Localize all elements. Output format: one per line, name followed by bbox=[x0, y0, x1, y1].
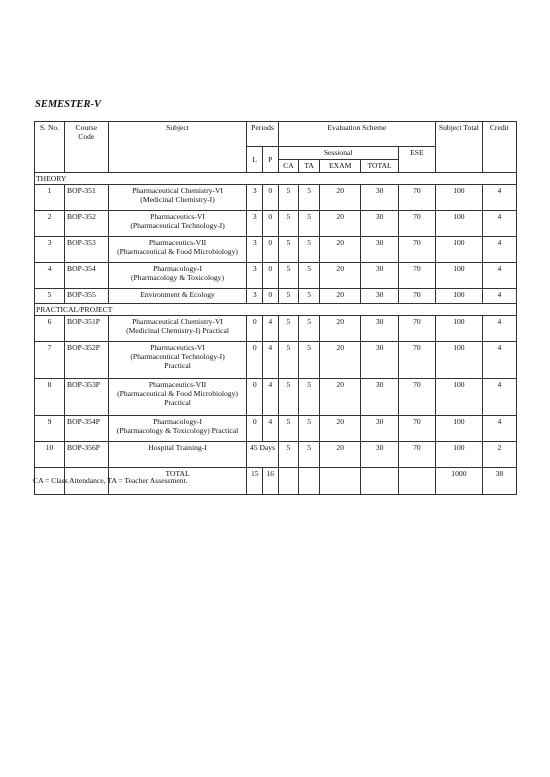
ese-cell: 70 bbox=[398, 342, 435, 379]
header-row-1 bbox=[35, 122, 517, 147]
table-row bbox=[35, 263, 517, 289]
subject-line: Pharmaceutics-VII bbox=[148, 380, 207, 390]
subject-total-cell: 100 bbox=[436, 379, 483, 416]
empty-cell bbox=[299, 468, 320, 495]
sno-cell: 5 bbox=[35, 289, 65, 304]
subject-line: (Pharmacology & Toxicology) bbox=[131, 273, 224, 283]
subject-line: Pharmaceutical Chemistry-VI bbox=[132, 317, 223, 327]
sno-cell: 10 bbox=[35, 442, 65, 468]
sno-cell: 6 bbox=[35, 316, 65, 342]
ca-cell: 5 bbox=[278, 289, 299, 304]
header-total: TOTAL bbox=[361, 160, 398, 173]
header-exam: EXAM bbox=[320, 160, 361, 173]
table-row bbox=[35, 379, 517, 416]
ca-cell: 5 bbox=[278, 416, 299, 442]
ca-cell: 5 bbox=[278, 442, 299, 468]
ta-cell: 5 bbox=[299, 185, 320, 211]
subject-line: Pharmacology-I bbox=[153, 264, 202, 274]
credit-cell: 4 bbox=[482, 316, 516, 342]
credit-cell: 4 bbox=[482, 416, 516, 442]
total-cell: 30 bbox=[361, 289, 398, 304]
subject-line: (Pharmaceutical Technology-I) bbox=[130, 352, 225, 362]
ta-cell: 5 bbox=[299, 289, 320, 304]
sno-cell: 7 bbox=[35, 342, 65, 379]
header-l: L bbox=[247, 147, 263, 173]
ta-cell: 5 bbox=[299, 416, 320, 442]
header-ca: CA bbox=[278, 160, 299, 173]
header-subject: Subject bbox=[108, 122, 247, 173]
total-subject-total-cell: 1000 bbox=[436, 468, 483, 495]
total-cell: 30 bbox=[361, 237, 398, 263]
p-cell: 0 bbox=[263, 289, 279, 304]
exam-cell: 20 bbox=[320, 289, 361, 304]
ese-cell: 70 bbox=[398, 289, 435, 304]
course-code-cell: BOP-351 bbox=[65, 185, 109, 211]
ca-cell: 5 bbox=[278, 379, 299, 416]
l-cell: 0 bbox=[247, 379, 263, 416]
semester-schedule-table bbox=[34, 121, 517, 495]
subject-cell bbox=[108, 263, 247, 289]
total-cell: 30 bbox=[361, 442, 398, 468]
p-cell: 0 bbox=[263, 237, 279, 263]
section-theory-row bbox=[35, 173, 517, 185]
total-l-cell: 15 bbox=[247, 468, 263, 495]
sno-cell: 8 bbox=[35, 379, 65, 416]
section-practical-row bbox=[35, 304, 517, 316]
subject-line: (Medicinal Chemistry-I) bbox=[140, 195, 215, 205]
p-cell: 4 bbox=[263, 379, 279, 416]
course-code-cell: BOP-356P bbox=[65, 442, 109, 468]
ta-cell: 5 bbox=[299, 442, 320, 468]
ese-cell: 70 bbox=[398, 379, 435, 416]
table-row bbox=[35, 289, 517, 304]
course-code-cell: BOP-353P bbox=[65, 379, 109, 416]
exam-cell: 20 bbox=[320, 379, 361, 416]
subject-cell bbox=[108, 342, 247, 379]
l-cell: 0 bbox=[247, 316, 263, 342]
sno-cell: 9 bbox=[35, 416, 65, 442]
subject-cell bbox=[108, 416, 247, 442]
sno-cell: 1 bbox=[35, 185, 65, 211]
subject-cell: Hospital Training-I bbox=[108, 442, 247, 468]
ca-cell: 5 bbox=[278, 316, 299, 342]
ese-cell: 70 bbox=[398, 237, 435, 263]
total-cell: 30 bbox=[361, 263, 398, 289]
ese-cell: 70 bbox=[398, 185, 435, 211]
section-theory: THEORY bbox=[35, 173, 517, 185]
subject-line: Pharmaceutical Chemistry-VI bbox=[132, 186, 223, 196]
total-p-cell: 16 bbox=[263, 468, 279, 495]
p-cell: 0 bbox=[263, 263, 279, 289]
semester-heading: SEMESTER-V bbox=[35, 99, 101, 110]
subject-line: Practical bbox=[164, 361, 191, 371]
table-row bbox=[35, 185, 517, 211]
footnote: CA = Class Attendance, TA = Teacher Assessment. bbox=[33, 476, 188, 485]
ca-cell: 5 bbox=[278, 211, 299, 237]
exam-cell: 20 bbox=[320, 316, 361, 342]
table-row bbox=[35, 237, 517, 263]
ese-cell: 70 bbox=[398, 211, 435, 237]
p-cell: 4 bbox=[263, 342, 279, 379]
p-cell: 0 bbox=[263, 211, 279, 237]
exam-cell: 20 bbox=[320, 442, 361, 468]
table-row bbox=[35, 342, 517, 379]
l-cell: 3 bbox=[247, 185, 263, 211]
course-code-cell: BOP-353 bbox=[65, 237, 109, 263]
subject-total-cell: 100 bbox=[436, 237, 483, 263]
exam-cell: 20 bbox=[320, 342, 361, 379]
header-subject-total: Subject Total bbox=[436, 122, 483, 173]
header-evaluation-scheme: Evaluation Scheme bbox=[278, 122, 436, 147]
credit-cell: 4 bbox=[482, 289, 516, 304]
l-cell: 0 bbox=[247, 342, 263, 379]
subject-line: (Pharmaceutical & Food Microbiology) bbox=[117, 247, 238, 257]
ca-cell: 5 bbox=[278, 263, 299, 289]
subject-cell bbox=[108, 289, 247, 304]
credit-cell: 4 bbox=[482, 185, 516, 211]
table-row bbox=[35, 211, 517, 237]
credit-cell: 4 bbox=[482, 237, 516, 263]
section-practical: PRACTICAL/PROJECT bbox=[35, 304, 517, 316]
empty-cell bbox=[398, 468, 435, 495]
header-ta: TA bbox=[299, 160, 320, 173]
subject-total-cell: 100 bbox=[436, 263, 483, 289]
subject-line: Pharmaceutics-VI bbox=[150, 343, 205, 353]
course-code-cell: BOP-354P bbox=[65, 416, 109, 442]
periods-cell: 45 Days bbox=[247, 442, 278, 468]
credit-cell: 4 bbox=[482, 379, 516, 416]
sno-cell: 4 bbox=[35, 263, 65, 289]
ta-cell: 5 bbox=[299, 379, 320, 416]
subject-total-cell: 100 bbox=[436, 289, 483, 304]
header-sessional: Sessional bbox=[278, 147, 398, 160]
total-cell: 30 bbox=[361, 379, 398, 416]
course-code-cell: BOP-354 bbox=[65, 263, 109, 289]
ta-cell: 5 bbox=[299, 211, 320, 237]
subject-line: Pharmaceutics-VII bbox=[148, 238, 207, 248]
sno-cell: 3 bbox=[35, 237, 65, 263]
header-periods: Periods bbox=[247, 122, 278, 147]
subject-total-cell: 100 bbox=[436, 342, 483, 379]
ese-cell: 70 bbox=[398, 442, 435, 468]
ca-cell: 5 bbox=[278, 185, 299, 211]
subject-cell bbox=[108, 211, 247, 237]
ese-cell: 70 bbox=[398, 416, 435, 442]
subject-total-cell: 100 bbox=[436, 211, 483, 237]
course-code-cell: BOP-352P bbox=[65, 342, 109, 379]
table-row bbox=[35, 316, 517, 342]
subject-line: (Pharmaceutical Technology-I) bbox=[130, 221, 225, 231]
l-cell: 3 bbox=[247, 263, 263, 289]
subject-line: Pharmacology-I bbox=[153, 417, 202, 427]
course-code-cell: BOP-351P bbox=[65, 316, 109, 342]
exam-cell: 20 bbox=[320, 263, 361, 289]
subject-cell bbox=[108, 237, 247, 263]
ca-cell: 5 bbox=[278, 342, 299, 379]
total-cell: 30 bbox=[361, 185, 398, 211]
subject-cell bbox=[108, 185, 247, 211]
subject-line: Practical bbox=[164, 398, 191, 408]
empty-cell bbox=[320, 468, 361, 495]
credit-cell: 4 bbox=[482, 342, 516, 379]
header-sno: S. No. bbox=[35, 122, 65, 173]
ese-cell: 70 bbox=[398, 316, 435, 342]
header-p: P bbox=[263, 147, 279, 173]
credit-cell: 4 bbox=[482, 263, 516, 289]
subject-cell bbox=[108, 316, 247, 342]
l-cell: 3 bbox=[247, 211, 263, 237]
header-course-code: Course Code bbox=[65, 122, 109, 173]
total-cell: 30 bbox=[361, 342, 398, 379]
ese-cell: 70 bbox=[398, 263, 435, 289]
l-cell: 0 bbox=[247, 416, 263, 442]
course-code-cell: BOP-352 bbox=[65, 211, 109, 237]
table-row bbox=[35, 416, 517, 442]
subject-line: Environment & Ecology bbox=[140, 290, 215, 300]
ta-cell: 5 bbox=[299, 316, 320, 342]
subject-total-cell: 100 bbox=[436, 316, 483, 342]
p-cell: 4 bbox=[263, 316, 279, 342]
l-cell: 3 bbox=[247, 237, 263, 263]
subject-total-cell: 100 bbox=[436, 442, 483, 468]
ta-cell: 5 bbox=[299, 237, 320, 263]
subject-line: (Pharmacology & Toxicology) Practical bbox=[116, 426, 239, 436]
ca-cell: 5 bbox=[278, 237, 299, 263]
total-cell: 30 bbox=[361, 416, 398, 442]
table-row bbox=[35, 442, 517, 468]
p-cell: 0 bbox=[263, 185, 279, 211]
ta-cell: 5 bbox=[299, 342, 320, 379]
credit-cell: 2 bbox=[482, 442, 516, 468]
p-cell: 4 bbox=[263, 416, 279, 442]
exam-cell: 20 bbox=[320, 416, 361, 442]
ta-cell: 5 bbox=[299, 263, 320, 289]
exam-cell: 20 bbox=[320, 237, 361, 263]
subject-line: (Medicinal Chemistry-I) Practical bbox=[126, 326, 229, 336]
credit-cell: 4 bbox=[482, 211, 516, 237]
subject-line: (Pharmaceutical & Food Microbiology) bbox=[117, 389, 238, 399]
total-cell: 30 bbox=[361, 316, 398, 342]
sno-cell: 2 bbox=[35, 211, 65, 237]
total-cell: 30 bbox=[361, 211, 398, 237]
subject-line: Pharmaceutics-VI bbox=[150, 212, 205, 222]
exam-cell: 20 bbox=[320, 185, 361, 211]
course-code-cell: BOP-355 bbox=[65, 289, 109, 304]
l-cell: 3 bbox=[247, 289, 263, 304]
header-ese: ESE bbox=[398, 147, 435, 173]
empty-cell bbox=[361, 468, 398, 495]
total-label-cell: TOTAL bbox=[108, 468, 247, 495]
total-credit-cell: 38 bbox=[482, 468, 516, 495]
subject-cell bbox=[108, 379, 247, 416]
exam-cell: 20 bbox=[320, 211, 361, 237]
subject-total-cell: 100 bbox=[436, 416, 483, 442]
empty-cell bbox=[278, 468, 299, 495]
subject-total-cell: 100 bbox=[436, 185, 483, 211]
header-credit: Credit bbox=[482, 122, 516, 173]
